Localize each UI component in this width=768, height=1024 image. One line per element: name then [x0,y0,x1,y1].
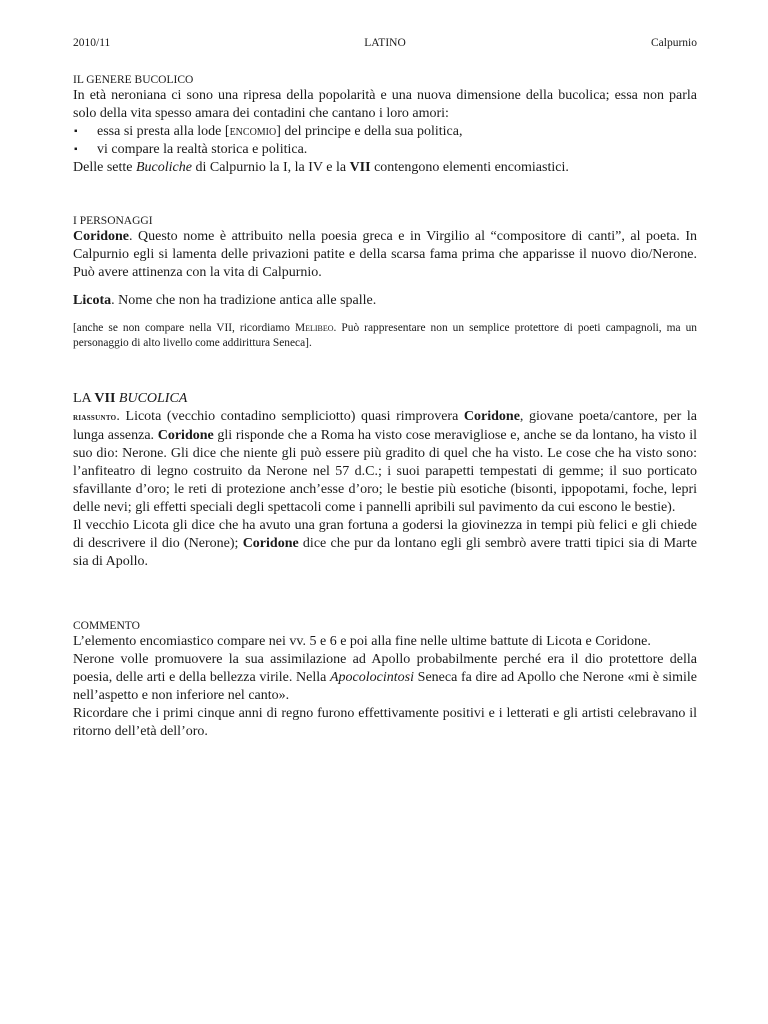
licota-paragraph: Licota. Nome che non ha tradizione antica alle spalle. [73,293,377,308]
header-year: 2010/11 [73,37,111,49]
apocolocintosi-italic: Apocolocintosi [330,670,414,685]
section-title-genere: IL GENERE BUCOLICO [73,74,194,86]
section-commento [73,619,697,741]
bucoliche-italic: Bucoliche [135,160,192,175]
genere-bullet-list [73,123,697,159]
section-title-commento: COMMENTO [73,620,140,632]
coridone-name: Coridone [73,229,129,244]
encomio-term: encomio [229,124,277,139]
licota-coridone-paragraph: Il vecchio Licota gli dice che ha avuto una gran fortuna a godersi la giovinezza in tempi più felici e gli chiede di descrivere il dio (Nerone); Coridone dice che pur da lontano egli gli sembrò avere tratti tipici sia di Marte sia di Apollo. [73,518,697,569]
bullet-square-icon: ▪ [74,144,78,155]
vii-bold: VII [349,160,371,175]
list-item: ▪ vi compare la realtà storica e politica. [74,142,308,157]
riassunto-label: riassunto [73,413,117,423]
genere-closing: Delle sette Bucoliche di Calpurnio la I, la IV e la VII contengono elementi encomiastici. [73,160,569,175]
licota-name: Licota [73,293,112,308]
commento-p2: Nerone volle promuovere la sua assimilazione ad Apollo probabilmente perché era il dio protettore della poesia, delle arti e della bellezza virile. Nella Apocolocintosi Seneca fa dire ad Apollo che Nerone «mi è simile nell’aspetto e non inferiore nel canto». [73,652,697,703]
bullet-square-icon: ▪ [74,126,78,137]
genere-intro: In età neroniana ci sono una ripresa della popolarità e una nuova dimensione della bucolica; essa non parla solo della vita spesso amara dei contadini che cantano i loro amori: [73,88,697,121]
commento-p1: L’elemento encomiastico compare nei vv. 5 e 6 e poi alla fine nelle ultime battute di Licota e Coridone. [73,634,651,649]
section-genere-bucolico [73,73,697,177]
section-title-vii-bucolica: LA VII BUCOLICA [73,391,188,406]
list-item: ▪ essa si presta alla lode [encomio] del principe e della sua politica, [74,124,463,139]
coridone-paragraph: Coridone. Questo nome è attribuito nella poesia greca e in Virgilio al “compositore di canti”, al poeta. In Calpurnio egli si lamenta delle privazioni patite e della scarsa fama prima che apparisse il nuovo dio/Nerone. Può avere attinenza con la vita di Calpurnio. [73,229,697,280]
section-vii-bucolica [73,390,697,571]
riassunto-paragraph: riassunto. Licota (vecchio contadino sempliciotto) quasi rimprovera Coridone, giovane poeta/cantore, per la lunga assenza. Coridone gli risponde che a Roma ha visto cose meravigliose e, anche se da lontano, ha visto il suo dio: Nerone. Gli dice che niente gli può essere più gradito di quel che ha visto. Le cose che ha visto sono: l’anfiteatro di legno costruito da Nerone nel 57 d.C.; i suoi parapetti tempestati di gemme; il suo porticato sfavillante d’oro; le reti di protezione anch’esse d’oro; le bestie più esotiche (bisonti, ippopotami, foche, lepri delle nevi; gli effetti speciali degli spettacoli come i pannelli apribili sul pavimento da cui escono le bestie). [73,409,698,515]
section-title-personaggi: I PERSONAGGI [73,215,153,227]
page-header [73,36,697,54]
melibeo-note: [anche se non compare nella VII, ricordiamo Melibeo. Può rappresentare non un semplice protettore di poeti campagnoli, ma un personaggio di alto livello come addirittura Seneca]. [73,322,697,349]
commento-p3: Ricordare che i primi cinque anni di regno furono effettivamente positivi e i letterati e gli artisti celebravano il ritorno dell’età dell’oro. [73,706,697,739]
header-subject: LATINO [364,37,406,49]
section-personaggi [73,214,697,351]
header-author: Calpurnio [651,37,697,49]
melibeo-term: Melibeo [294,322,334,334]
